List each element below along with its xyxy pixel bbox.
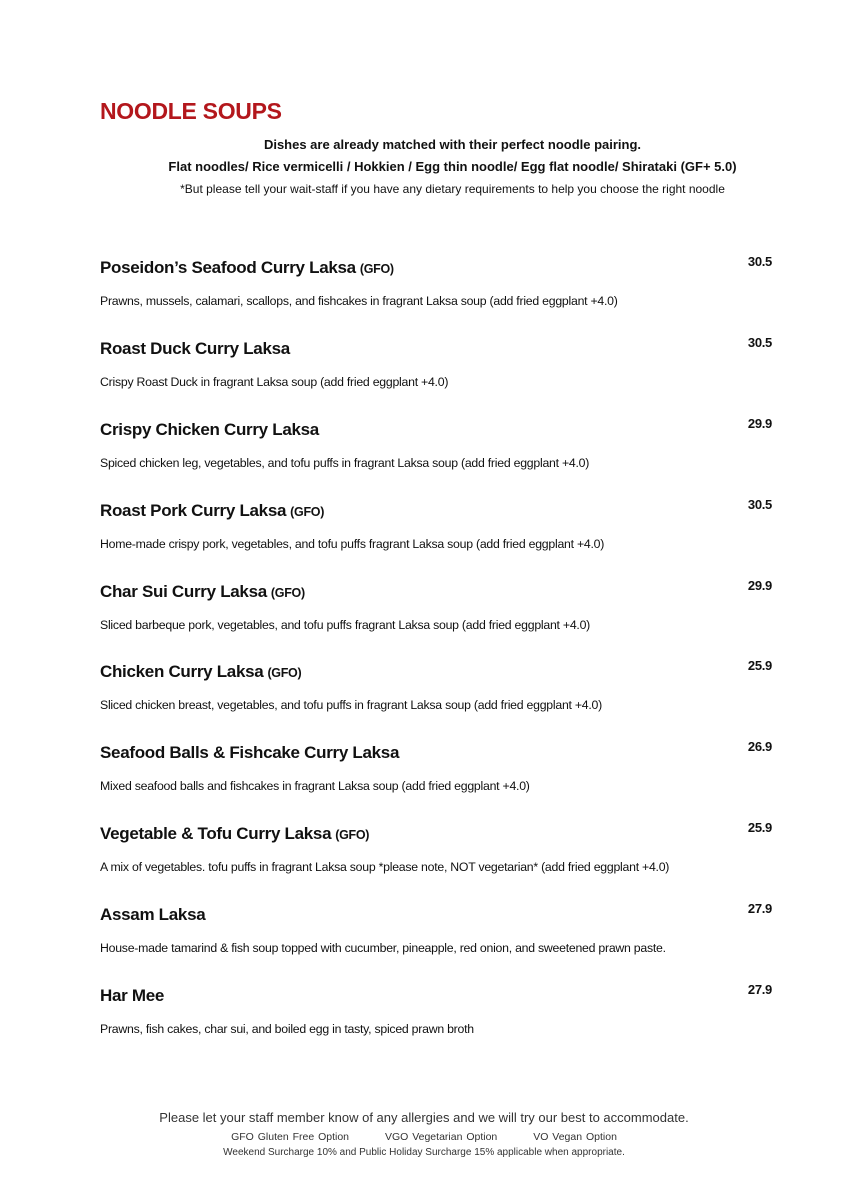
allergy-note: Please let your staff member know of any allergies and we will try our best to accommodate. xyxy=(159,1110,689,1125)
menu-item-price: 29.9 xyxy=(747,416,772,431)
menu-item-name xyxy=(100,662,301,682)
intro-dietary-note: *But please tell your wait-staff if you have any dietary requirements to help you choose the right noodle xyxy=(180,182,725,196)
menu-item-name xyxy=(100,501,324,521)
menu-item-price: 29.9 xyxy=(747,578,772,593)
menu-item-title: Assam Laksa xyxy=(100,905,206,924)
menu-item-name xyxy=(100,905,209,925)
menu-item-price: 26.9 xyxy=(747,739,772,754)
menu-item-title: Har Mee xyxy=(100,986,165,1005)
dietary-tag: (GFO) xyxy=(267,666,302,680)
menu-item-price: 30.5 xyxy=(747,254,772,269)
menu-item xyxy=(100,658,780,732)
menu-item-title: Roast Duck Curry Laksa xyxy=(100,339,290,358)
menu-item-title: Chicken Curry Laksa xyxy=(100,662,264,681)
legend-vo: VO Vegan Option xyxy=(533,1131,617,1143)
dietary-legend xyxy=(0,1131,848,1143)
menu-item xyxy=(100,820,780,894)
menu-item-title: Roast Pork Curry Laksa xyxy=(100,501,287,520)
dietary-tag: (GFO) xyxy=(359,262,394,276)
menu-item-description: A mix of vegetables. tofu puffs in fragrant Laksa soup *please note, NOT vegetarian* (add fried eggplant +4.0) xyxy=(100,860,670,874)
menu-item-price: 30.5 xyxy=(747,497,772,512)
menu-item-name xyxy=(100,986,168,1006)
dietary-tag: (GFO) xyxy=(270,586,305,600)
legend-vgo: VGO Vegetarian Option xyxy=(384,1131,498,1143)
menu-item-title: Crispy Chicken Curry Laksa xyxy=(100,420,319,439)
menu-item-name xyxy=(100,420,323,440)
menu-item-name xyxy=(100,824,369,844)
menu-item-price: 27.9 xyxy=(747,901,772,916)
menu-item-name xyxy=(100,339,294,359)
dietary-tag: (GFO) xyxy=(290,505,325,519)
menu-item-price: 25.9 xyxy=(747,658,772,673)
menu-item-price: 30.5 xyxy=(747,335,772,350)
menu-item xyxy=(100,497,780,571)
menu-item-title: Seafood Balls & Fishcake Curry Laksa xyxy=(100,743,400,762)
menu-item-description: Crispy Roast Duck in fragrant Laksa soup (add fried eggplant +4.0) xyxy=(100,375,449,389)
section-title: NOODLE SOUPS xyxy=(100,98,282,124)
menu-item-title: Vegetable & Tofu Curry Laksa xyxy=(100,824,332,843)
menu-item-description: Sliced barbeque pork, vegetables, and tofu puffs fragrant Laksa soup (add fried eggplant +4.0) xyxy=(100,618,591,632)
menu-item-name xyxy=(100,258,394,278)
dietary-tag: (GFO) xyxy=(335,828,370,842)
menu-item-title: Char Sui Curry Laksa xyxy=(100,582,267,601)
menu-item xyxy=(100,254,780,328)
intro-noodle-options: Flat noodles/ Rice vermicelli / Hokkien / Egg thin noodle/ Egg flat noodle/ Shirataki (GF+ 5.0) xyxy=(168,159,737,174)
menu-item-description: House-made tamarind & fish soup topped with cucumber, pineapple, red onion, and sweetened prawn paste. xyxy=(100,941,666,955)
menu-item xyxy=(100,739,780,813)
menu-item xyxy=(100,901,780,975)
menu-item-description: Prawns, fish cakes, char sui, and boiled egg in tasty, spiced prawn broth xyxy=(100,1022,474,1036)
menu-item xyxy=(100,416,780,490)
intro-pairing-note: Dishes are already matched with their perfect noodle pairing. xyxy=(263,137,642,152)
menu-item-description: Home-made crispy pork, vegetables, and tofu puffs fragrant Laksa soup (add fried eggplant +4.0) xyxy=(100,537,605,551)
menu-item-description: Mixed seafood balls and fishcakes in fragrant Laksa soup (add fried eggplant +4.0) xyxy=(100,779,530,793)
menu-item-description: Spiced chicken leg, vegetables, and tofu puffs in fragrant Laksa soup (add fried eggplant +4.0) xyxy=(100,456,590,470)
menu-item xyxy=(100,335,780,409)
menu-item-price: 27.9 xyxy=(747,982,772,997)
menu-item-name xyxy=(100,743,403,763)
legend-gfo: GFO Gluten Free Option xyxy=(231,1131,350,1143)
menu-item-name xyxy=(100,582,305,602)
menu-item-title: Poseidon’s Seafood Curry Laksa xyxy=(100,258,356,277)
menu-item-price: 25.9 xyxy=(747,820,772,835)
surcharge-note: Weekend Surcharge 10% and Public Holiday Surcharge 15% applicable when appropriate. xyxy=(223,1147,625,1158)
menu-item xyxy=(100,578,780,652)
menu-item-description: Prawns, mussels, calamari, scallops, and fishcakes in fragrant Laksa soup (add fried eggplant +4.0) xyxy=(100,294,618,308)
menu-item-description: Sliced chicken breast, vegetables, and tofu puffs in fragrant Laksa soup (add fried eggplant +4.0) xyxy=(100,698,602,712)
menu-item xyxy=(100,982,780,1056)
